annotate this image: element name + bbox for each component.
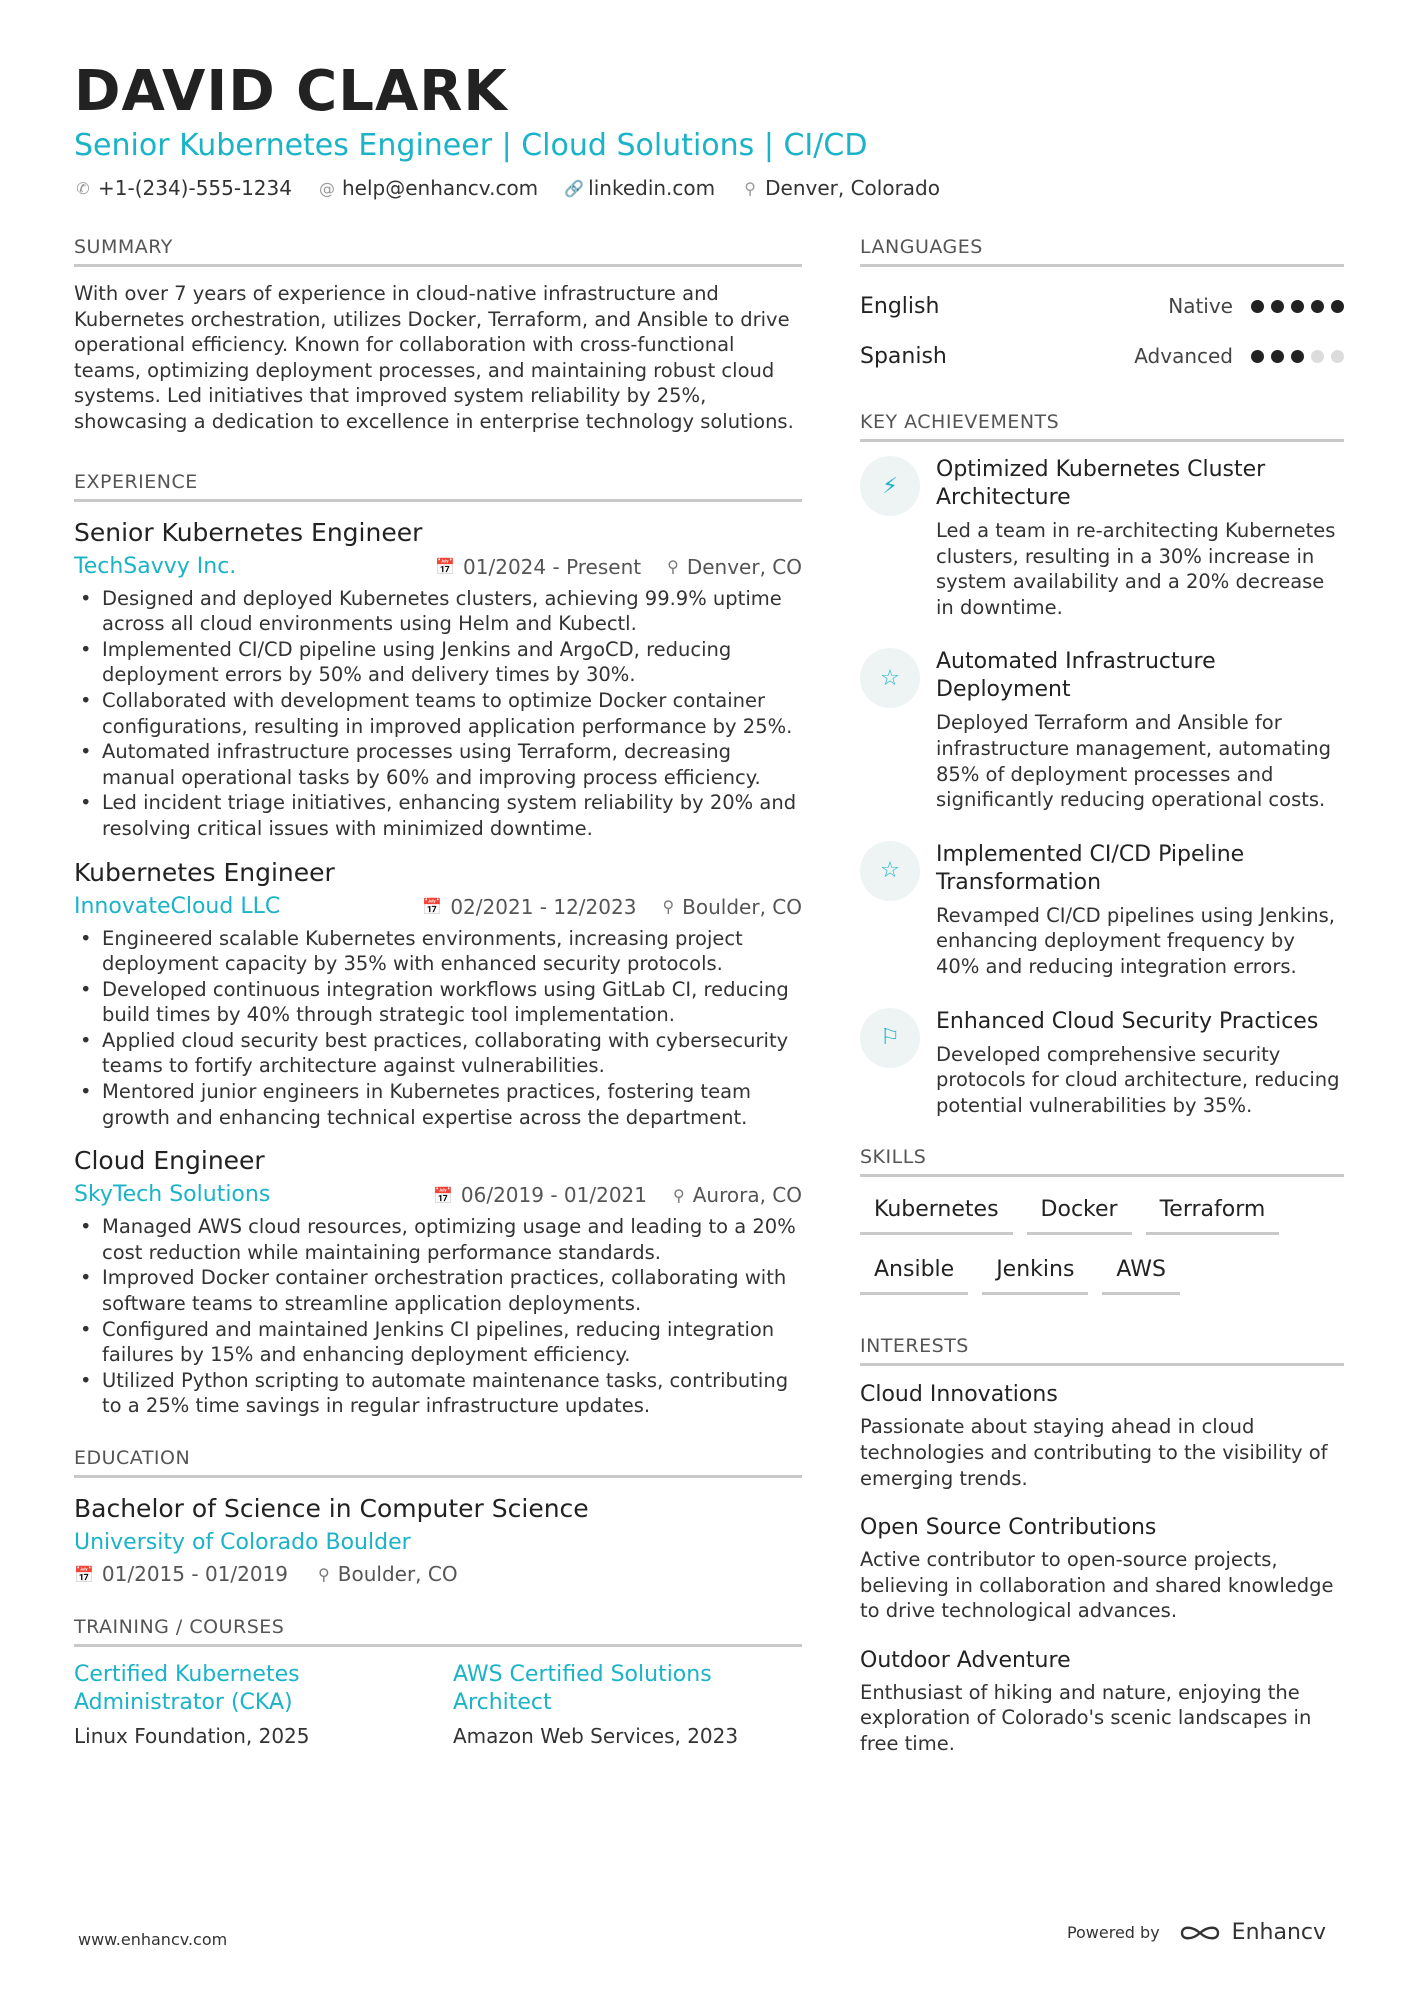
contact-location xyxy=(741,176,940,200)
footer-website[interactable]: www.enhancv.com xyxy=(78,1930,228,1949)
education-section xyxy=(74,1447,802,1586)
achievement-title: Enhanced Cloud Security Practices xyxy=(936,1008,1319,1034)
summary-heading: SUMMARY xyxy=(74,236,802,267)
bullet-item: • Configured and maintained Jenkins CI pipelines, reducing integration failures by 15% and enhancing deployment efficiency. xyxy=(74,1317,802,1368)
course-list xyxy=(74,1661,802,1749)
calendar-icon: 📅 xyxy=(74,1564,94,1584)
rating-dot-filled xyxy=(1271,350,1284,363)
skill-tag: Kubernetes xyxy=(860,1191,1013,1235)
achievement-title: Automated Infrastructure Deployment xyxy=(936,649,1216,703)
achievement-desc: Led a team in re-architecting Kubernetes clusters, resulting in a 30% increase in system availability and a 20% decrease in downtime. xyxy=(936,519,1336,619)
language-item xyxy=(860,331,1344,381)
location-pin-icon: ⚲ xyxy=(667,557,679,577)
skills-section xyxy=(860,1146,1344,1295)
achievement-body xyxy=(936,648,1344,812)
job-dates-text: 06/2019 - 01/2021 xyxy=(460,1183,647,1208)
location-text: Denver, Colorado xyxy=(765,176,940,200)
skill-tag: AWS xyxy=(1102,1251,1180,1295)
contact-linkedin[interactable] xyxy=(564,176,715,200)
interest-desc: Enthusiast of hiking and nature, enjoying the exploration of Colorado's scenic landscapes in free time. xyxy=(860,1680,1312,1756)
job-dates xyxy=(433,1183,647,1207)
bullet-item: • Engineered scalable Kubernetes environments, increasing project deployment capacity by 35% with enhanced security protocols. xyxy=(74,926,802,977)
achievement-item xyxy=(860,841,1344,980)
course-name: Certified Kubernetes Administrator (CKA) xyxy=(74,1662,300,1715)
course-item xyxy=(74,1661,423,1749)
left-column xyxy=(74,236,802,1785)
course-name: AWS Certified Solutions Architect xyxy=(453,1662,712,1715)
rating-dot-empty xyxy=(1331,350,1344,363)
calendar-icon: 📅 xyxy=(432,1185,453,1205)
candidate-name: DAVID CLARK xyxy=(74,59,508,124)
company-name: InnovateCloud LLC xyxy=(74,893,281,919)
education-dates-text: 01/2015 - 01/2019 xyxy=(101,1562,289,1586)
job-dates-text: 02/2021 - 12/2023 xyxy=(450,894,637,919)
rating-dot-filled xyxy=(1251,350,1264,363)
job-location-text: Denver, CO xyxy=(686,554,802,579)
star-icon: ☆ xyxy=(860,841,920,901)
interest-title: Outdoor Adventure xyxy=(860,1647,1071,1673)
skills-heading: SKILLS xyxy=(860,1146,1344,1177)
interest-desc: Passionate about staying ahead in cloud technologies and contributing to the visibility of emerging trends. xyxy=(860,1415,1328,1490)
achievement-desc: Developed comprehensive security protocols for cloud architecture, reducing potential vulnerabilities by 35%. xyxy=(936,1042,1340,1117)
bullet-item: • Led incident triage initiatives, enhancing system reliability by 20% and resolving critical issues with minimized downtime. xyxy=(74,790,802,841)
location-pin-icon: ⚲ xyxy=(318,1564,330,1584)
interests-heading: INTERESTS xyxy=(860,1335,1344,1366)
course-org: Linux Foundation, 2025 xyxy=(74,1724,310,1748)
job-dates xyxy=(422,895,636,919)
education-location-text: Boulder, CO xyxy=(337,1562,458,1586)
job-meta-right xyxy=(422,895,802,919)
job-meta xyxy=(74,892,802,922)
rating-dot-filled xyxy=(1311,300,1324,313)
training-heading: TRAINING / COURSES xyxy=(74,1616,802,1647)
enhancv-logo-icon xyxy=(1178,1922,1222,1944)
location-pin-icon: ⚲ xyxy=(744,178,756,198)
job-location-text: Boulder, CO xyxy=(682,894,802,919)
interest-desc: Active contributor to open-source projects, believing in collaboration and shared knowledge to drive technological advances. xyxy=(860,1548,1334,1623)
experience-section xyxy=(74,471,802,1419)
achievements-section xyxy=(860,411,1344,1118)
language-rating xyxy=(1251,300,1344,313)
rating-dot-filled xyxy=(1331,300,1344,313)
phone-icon: ✆ xyxy=(76,178,90,198)
job-location xyxy=(662,895,802,919)
contact-bar xyxy=(74,176,1344,200)
job-meta-right xyxy=(433,1183,802,1207)
language-name: English xyxy=(860,293,940,319)
job-location xyxy=(673,1183,802,1207)
location-pin-icon: ⚲ xyxy=(673,1185,685,1205)
rating-dot-filled xyxy=(1271,300,1284,313)
job-entry xyxy=(74,516,802,842)
achievement-body xyxy=(936,841,1344,980)
course-org: Amazon Web Services, 2023 xyxy=(453,1724,739,1748)
job-bullets xyxy=(74,926,802,1131)
job-meta xyxy=(74,1180,802,1210)
bullet-item: • Designed and deployed Kubernetes clusters, achieving 99.9% uptime across all cloud environments using Helm and Kubectl. xyxy=(74,586,802,637)
education-dates xyxy=(74,1562,288,1586)
education-location xyxy=(318,1562,458,1586)
interest-item xyxy=(860,1646,1344,1757)
at-icon: @ xyxy=(318,178,335,198)
resume-header xyxy=(74,60,1344,200)
interest-title: Cloud Innovations xyxy=(860,1382,1058,1408)
language-item xyxy=(860,281,1344,331)
skill-tag: Ansible xyxy=(860,1251,968,1295)
interest-title: Open Source Contributions xyxy=(860,1515,1157,1541)
language-proficiency xyxy=(1168,294,1344,318)
bullet-item: • Utilized Python scripting to automate maintenance tasks, contributing to a 25% time savings in regular infrastructure updates. xyxy=(74,1368,802,1419)
bullet-item: • Developed continuous integration workflows using GitLab CI, reducing build times by 40% through strategic tool implementation. xyxy=(74,977,802,1028)
link-icon: 🔗 xyxy=(564,178,585,198)
contact-phone xyxy=(74,176,292,200)
summary-text: With over 7 years of experience in cloud-native infrastructure and Kubernetes orchestration, utilizes Docker, Terraform, and Ansible to drive operational efficiency. Known for collaboration with cross-functional teams, optimizing deployment processes, and maintaining robust cloud systems. Led initiatives that improved system reliability by 25%, showcasing a dedication to excellence in enterprise technology solutions. xyxy=(74,282,794,433)
achievement-body xyxy=(936,456,1344,620)
calendar-icon: 📅 xyxy=(422,897,443,916)
achievement-desc: Deployed Terraform and Ansible for infrastructure management, automating 85% of deployment processes and significantly reducing operational costs. xyxy=(936,711,1331,812)
job-bullets xyxy=(74,1214,802,1419)
language-rating xyxy=(1251,350,1344,363)
skill-list xyxy=(860,1191,1344,1295)
contact-email[interactable] xyxy=(318,176,538,200)
powered-by-label: Powered by xyxy=(1066,1923,1160,1942)
company-name: SkyTech Solutions xyxy=(74,1182,271,1208)
school-name: University of Colorado Boulder xyxy=(74,1530,411,1555)
achievement-desc: Revamped CI/CD pipelines using Jenkins, enhancing deployment frequency by 40% and reducing integration errors. xyxy=(936,903,1335,978)
summary-section xyxy=(74,236,802,435)
job-meta xyxy=(74,552,802,582)
rating-dot-empty xyxy=(1311,350,1324,363)
achievement-title: Implemented CI/CD Pipeline Transformation xyxy=(936,841,1245,895)
bullet-item: • Automated infrastructure processes using Terraform, decreasing manual operational tasks by 60% and improving process efficiency. xyxy=(74,739,802,790)
skill-tag: Terraform xyxy=(1146,1191,1280,1235)
rating-dot-filled xyxy=(1291,300,1304,313)
interest-item xyxy=(860,1513,1344,1624)
star-icon: ☆ xyxy=(860,648,920,708)
job-bullets xyxy=(74,586,802,842)
bullet-item: • Mentored junior engineers in Kubernetes practices, fostering team growth and enhancing technical expertise across the department. xyxy=(74,1079,802,1130)
languages-heading: LANGUAGES xyxy=(860,236,1344,267)
training-section xyxy=(74,1616,802,1749)
rating-dot-filled xyxy=(1251,300,1264,313)
job-dates xyxy=(435,555,641,579)
achievement-item xyxy=(860,648,1344,812)
job-dates-text: 01/2024 - Present xyxy=(463,554,642,579)
interests-section xyxy=(860,1335,1344,1756)
achievements-heading: KEY ACHIEVEMENTS xyxy=(860,411,1344,442)
languages-section xyxy=(860,236,1344,381)
skill-tag: Docker xyxy=(1027,1191,1132,1235)
bullet-item: • Improved Docker container orchestration practices, collaborating with software teams to streamline application deployments. xyxy=(74,1265,802,1316)
job-entry xyxy=(74,856,802,1131)
job-meta-right xyxy=(435,555,802,579)
bullet-item: • Applied cloud security best practices, collaborating with cybersecurity teams to fortify architecture against vulnerabilities. xyxy=(74,1028,802,1079)
language-name: Spanish xyxy=(860,343,947,369)
interest-item xyxy=(860,1380,1344,1491)
brand-logo[interactable] xyxy=(1178,1920,1326,1945)
job-location xyxy=(667,555,802,579)
email-text[interactable]: help@enhancv.com xyxy=(341,176,539,200)
achievement-body xyxy=(936,1008,1344,1119)
footer-branding xyxy=(1067,1920,1326,1945)
bullet-item: • Collaborated with development teams to optimize Docker container configurations, resulting in improved application performance by 25%. xyxy=(74,688,802,739)
skill-tag: Jenkins xyxy=(982,1251,1088,1295)
language-level: Advanced xyxy=(1134,344,1233,368)
flag-icon: ⚐ xyxy=(860,1008,920,1068)
company-name: TechSavvy Inc. xyxy=(74,553,237,579)
achievement-item xyxy=(860,1008,1344,1119)
job-location-text: Aurora, CO xyxy=(692,1183,802,1208)
right-column xyxy=(860,236,1344,1793)
bullet-item: • Managed AWS cloud resources, optimizing usage and leading to a 20% cost reduction while maintaining performance standards. xyxy=(74,1214,802,1265)
language-proficiency xyxy=(1134,344,1344,368)
location-pin-icon: ⚲ xyxy=(662,897,675,916)
job-title: Cloud Engineer xyxy=(74,1146,265,1176)
calendar-icon: 📅 xyxy=(435,557,456,577)
language-level: Native xyxy=(1168,294,1233,318)
job-title: Kubernetes Engineer xyxy=(74,857,335,887)
rating-dot-filled xyxy=(1291,350,1304,363)
candidate-title: Senior Kubernetes Engineer | Cloud Solutions | CI/CD xyxy=(74,128,868,163)
job-title: Senior Kubernetes Engineer xyxy=(74,517,423,547)
education-meta xyxy=(74,1562,802,1586)
experience-heading: EXPERIENCE xyxy=(74,471,802,502)
job-entry xyxy=(74,1144,802,1419)
bullet-item: • Implemented CI/CD pipeline using Jenkins and ArgoCD, reducing deployment errors by 50% and delivery times by 30%. xyxy=(74,637,802,688)
education-heading: EDUCATION xyxy=(74,1447,802,1478)
achievement-item xyxy=(860,456,1344,620)
achievement-title: Optimized Kubernetes Cluster Architecture xyxy=(936,457,1266,510)
brand-name: Enhancv xyxy=(1231,1920,1326,1945)
degree-title: Bachelor of Science in Computer Science xyxy=(74,1494,589,1523)
bolt-icon: ⚡︎ xyxy=(860,456,920,516)
linkedin-text[interactable]: linkedin.com xyxy=(588,176,716,200)
phone-text: +1-(234)-555-1234 xyxy=(98,176,292,200)
course-item xyxy=(453,1661,802,1749)
